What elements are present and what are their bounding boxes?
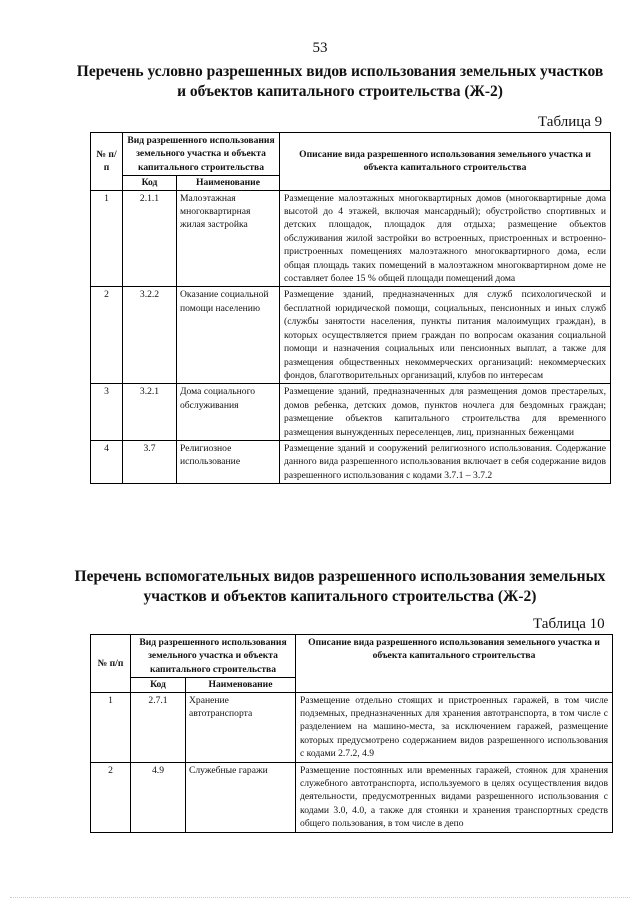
row-desc: Размещение зданий, предназначенных для размещения домов престарелых, домов ребенка, детских домов, пунктов ночлега для бездомных граждан; размещение объектов капитального строительства для временного размещения вынужденных переселенцев, лиц, признанных беженцами xyxy=(280,384,611,441)
row-num: 2 xyxy=(91,762,131,832)
row-code: 3.2.2 xyxy=(123,287,177,384)
table9-header-desc: Описание вида разрешенного использования земельного участка и объекта капитального строительства xyxy=(280,133,611,191)
table9-header-code: Код xyxy=(123,176,177,190)
table-row xyxy=(91,384,611,441)
row-desc: Размещение зданий и сооружений религиозного использования. Содержание данного вида разрешенного использования включает в себя содержание видов разрешенного использования с кодами 3.7.1 – 3.7.2 xyxy=(280,440,611,483)
table-row xyxy=(91,287,611,384)
table9-header-row xyxy=(91,133,611,176)
table10-header-num: № п/п xyxy=(91,635,131,693)
row-name: Хранение автотранспорта xyxy=(186,692,296,762)
section2-title-line1: Перечень вспомогательных видов разрешенного использования земельных xyxy=(74,568,606,585)
row-name: Дома социального обслуживания xyxy=(177,384,280,441)
section1-title xyxy=(70,62,610,102)
table-row xyxy=(91,762,613,832)
row-name: Служебные гаражи xyxy=(186,762,296,832)
section1-title-line2: и объектов капитального строительства (Ж-2) xyxy=(177,83,503,100)
table10 xyxy=(90,634,613,833)
table10-header-name: Наименование xyxy=(186,678,296,692)
table10-label: Таблица 10 xyxy=(533,616,605,632)
row-num: 4 xyxy=(91,440,123,483)
table9-header-group: Вид разрешенного использования земельного участка и объекта капитального строительства xyxy=(123,133,280,176)
table-row xyxy=(91,692,613,762)
row-desc: Размещение зданий, предназначенных для служб психологической и бесплатной юридической помощи, социальных, пенсионных и иных служб (службы занятости населения, пункты питания малоимущих граждан), в которых осуществляется прием граждан по вопросам оказания социальной помощи и назначения социальных или пенсионных выплат, а также для размещения общественных некоммерческих организаций: некоммерческих фондов, благотворительных организаций, клубов по интересам xyxy=(280,287,611,384)
row-num: 2 xyxy=(91,287,123,384)
row-desc: Размещение отдельно стоящих и пристроенных гаражей, в том числе подземных, предназначенных для хранения автотранспорта, в том числе с разделением на машино-места, за исключением гаражей, размещение которых предусмотрено содержанием видов разрешенного использования с кодами 2.7.2, 4.9 xyxy=(296,692,613,762)
table9-header-name: Наименование xyxy=(177,176,280,190)
table9-label: Таблица 9 xyxy=(538,114,603,130)
row-code: 2.7.1 xyxy=(131,692,186,762)
table10-header-desc: Описание вида разрешенного использования земельного участка и объекта капитального строительства xyxy=(296,635,613,693)
row-code: 2.1.1 xyxy=(123,190,177,287)
table-row xyxy=(91,190,611,287)
row-desc: Размещение малоэтажных многоквартирных домов (многоквартирные дома высотой до 4 этажей, включая мансардный); обустройство спортивных и детских площадок, площадок для отдыха; размещение объектов обслуживания жилой застройки во встроенных, пристроенных и встроенно-пристроенных помещениях малоэтажного многоквартирного дома, если общая площадь таких помещений в малоэтажном многоквартирном доме не составляет более 15 % общей площади помещений дома xyxy=(280,190,611,287)
row-num: 3 xyxy=(91,384,123,441)
table10-header-code: Код xyxy=(131,678,186,692)
row-name: Религиозное использование xyxy=(177,440,280,483)
row-desc: Размещение постоянных или временных гаражей, стоянок для хранения служебного автотранспорта, используемого в целях осуществления видов деятельности, предусмотренных видами разрешенного использования с кодами 3.0, 4.0, а также для стоянки и хранения транспортных средств общего пользования, в том числе в депо xyxy=(296,762,613,832)
row-name: Малоэтажная многоквартирная жилая застройка xyxy=(177,190,280,287)
row-code: 3.2.1 xyxy=(123,384,177,441)
row-num: 1 xyxy=(91,692,131,762)
section1-title-line1: Перечень условно разрешенных видов использования земельных участков xyxy=(76,63,604,80)
row-name: Оказание социальной помощи населению xyxy=(177,287,280,384)
section2-title xyxy=(70,567,610,607)
table9 xyxy=(90,132,611,484)
page-number: 53 xyxy=(312,40,328,56)
table10-header-row xyxy=(91,635,613,678)
table9-header-num: № п/п xyxy=(91,133,123,191)
page-bottom-edge xyxy=(10,897,630,899)
table10-header-group: Вид разрешенного использования земельного участка и объекта капитального строительства xyxy=(131,635,296,678)
row-code: 4.9 xyxy=(131,762,186,832)
row-num: 1 xyxy=(91,190,123,287)
table-row xyxy=(91,440,611,483)
section2-title-line2: участков и объектов капитального строительства (Ж-2) xyxy=(143,588,537,605)
row-code: 3.7 xyxy=(123,440,177,483)
